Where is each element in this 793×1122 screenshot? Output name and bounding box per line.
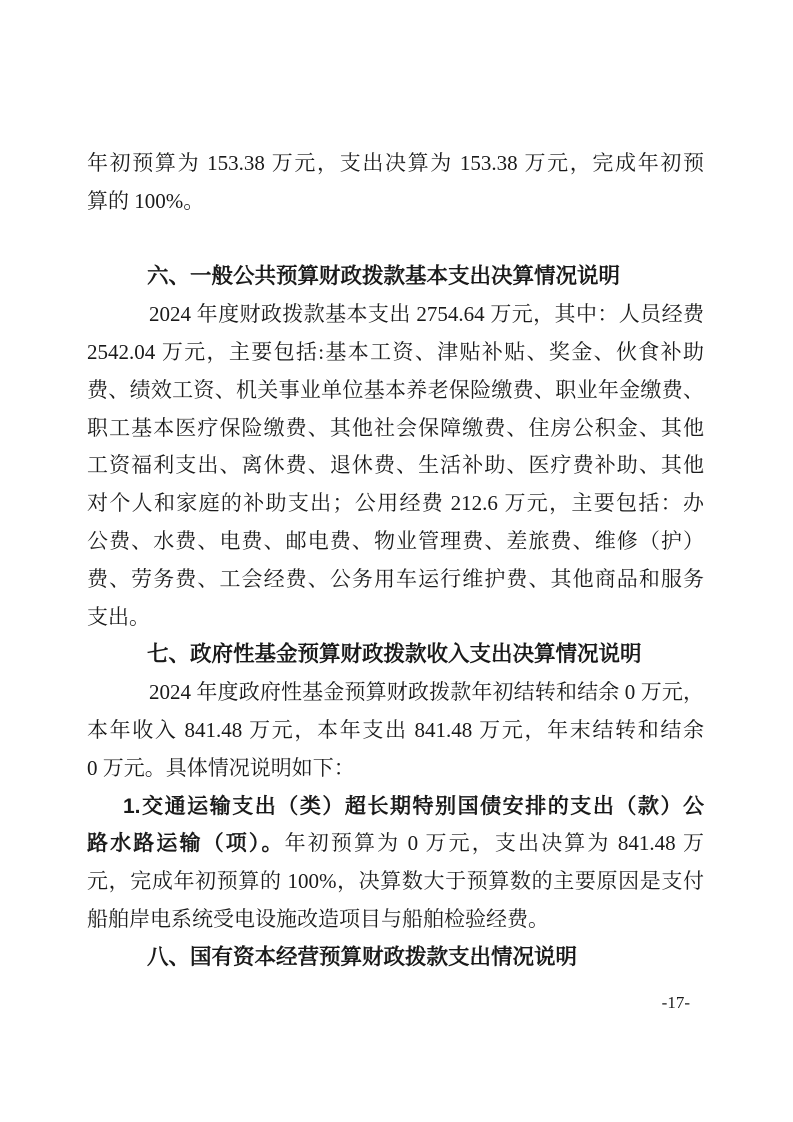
section6-paragraph-line: 支出。 <box>87 604 150 629</box>
section7-paragraph-line: 0 万元。具体情况说明如下： <box>87 755 355 780</box>
item1-bold-run: 路水路运输（项）。 <box>87 832 285 856</box>
page-number: -17- <box>661 993 690 1012</box>
section8-heading: 八、国有资本经营预算财政拨款支出情况说明 <box>147 944 578 969</box>
prev-paragraph-line: 算的 100%。 <box>87 188 205 213</box>
section6-paragraph-line: 工资福利支出、离休费、退休费、生活补助、医疗费补助、其他 <box>87 453 704 478</box>
section6-paragraph-line: 2024 年度财政拨款基本支出 2754.64 万元，其中：人员经费 <box>149 302 704 327</box>
section6-paragraph-line: 公费、水费、电费、邮电费、物业管理费、差旅费、维修（护） <box>87 528 704 553</box>
section6-paragraph-line: 费、绩效工资、机关事业单位基本养老保险缴费、职业年金缴费、 <box>87 377 704 402</box>
section7-paragraph-line: 2024 年度政府性基金预算财政拨款年初结转和结余 0 万元， <box>149 680 704 705</box>
section6-paragraph-line: 费、劳务费、工会经费、公务用车运行维护费、其他商品和服务 <box>87 566 704 591</box>
prev-paragraph-line: 年初预算为 153.38 万元，支出决算为 153.38 万元，完成年初预 <box>87 151 704 175</box>
section6-paragraph-line: 对个人和家庭的补助支出；公用经费 212.6 万元，主要包括：办 <box>87 491 704 516</box>
section7-heading: 七、政府性基金预算财政拨款收入支出决算情况说明 <box>147 642 642 667</box>
section6-heading: 六、一般公共预算财政拨款基本支出决算情况说明 <box>147 264 621 289</box>
section6-paragraph-line: 职工基本医疗保险缴费、其他社会保障缴费、住房公积金、其他 <box>87 415 704 440</box>
section7-item1-line <box>87 825 704 863</box>
section7-item1-line: 元，完成年初预算的 100%，决算数大于预算数的主要原因是支付 <box>87 869 704 894</box>
blank-line <box>87 221 704 259</box>
item1-regular-run: 年初预算为 0 万元，支出决算为 841.48 万 <box>284 831 704 856</box>
page-text-block <box>87 145 704 977</box>
section6-paragraph-line: 2542.04 万元，主要包括:基本工资、津贴补贴、奖金、伙食补助 <box>87 339 704 364</box>
section7-item1-line: 船舶岸电系统受电设施改造项目与船舶检验经费。 <box>87 906 549 931</box>
section7-paragraph-line: 本年收入 841.48 万元，本年支出 841.48 万元，年末结转和结余 <box>87 717 704 742</box>
section7-item1-line: 1.交通运输支出（类）超长期特别国债安排的支出（款）公 <box>123 794 704 818</box>
